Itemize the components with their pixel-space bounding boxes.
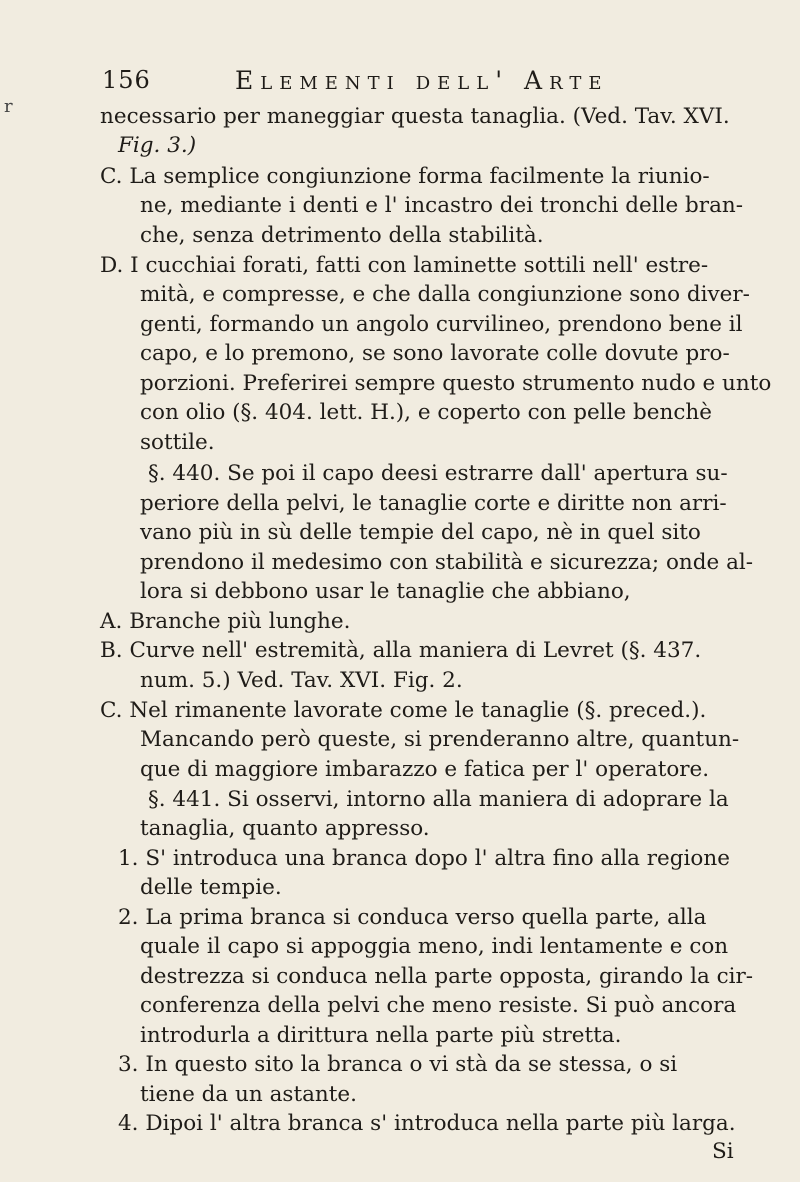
text-line: lora si debbono usar le tanaglie che abbiano, <box>140 579 631 604</box>
text-line: §. 440. Se poi il capo deesi estrarre dall' apertura su- <box>148 461 728 486</box>
text-line: destrezza si conduca nella parte opposta, girando la cir- <box>140 964 754 989</box>
text-line: genti, formando un angolo curvilineo, prendono bene il <box>140 312 743 337</box>
text-line: con olio (§. 404. lett. H.), e coperto con pelle benchè <box>140 400 712 425</box>
text-line: tiene da un astante. <box>140 1082 357 1107</box>
text-line: tanaglia, quanto appresso. <box>140 816 430 841</box>
page-header <box>100 62 750 98</box>
catchword: Si <box>712 1139 734 1164</box>
text-line: necessario per maneggiar questa tanaglia. (Ved. Tav. XVI. <box>100 104 730 129</box>
text-line: sottile. <box>140 430 215 455</box>
text-line: C. Nel rimanente lavorate come le tanaglie (§. preced.). <box>100 698 707 723</box>
text-line: vano più in sù delle tempie del capo, nè in quel sito <box>140 520 701 545</box>
text-line: prendono il medesimo con stabilità e sicurezza; onde al- <box>140 550 754 575</box>
text-line: B. Curve nell' estremità, alla maniera di Levret (§. 437. <box>100 638 702 663</box>
text-line: D. I cucchiai forati, fatti con laminette sottili nell' estre- <box>100 253 709 278</box>
text-line: conferenza della pelvi che meno resiste. Si può ancora <box>140 993 737 1018</box>
text-line: 3. In questo sito la branca o vi stà da se stessa, o si <box>118 1052 678 1077</box>
margin-mark: r <box>4 96 13 117</box>
text-line: ne, mediante i denti e l' incastro dei tronchi delle bran- <box>140 193 744 218</box>
page-number: 156 <box>102 66 151 94</box>
text-line: 1. S' introduca una branca dopo l' altra fino alla regione <box>118 846 730 871</box>
text-line: 4. Dipoi l' altra branca s' introduca nella parte più larga. <box>118 1111 736 1136</box>
text-line: che, senza detrimento della stabilità. <box>140 223 544 248</box>
text-line: mità, e compresse, e che dalla congiunzione sono diver- <box>140 282 750 307</box>
text-line: capo, e lo premono, se sono lavorate colle dovute pro- <box>140 341 730 366</box>
text-line: C. La semplice congiunzione forma facilmente la riunio- <box>100 164 710 189</box>
text-line: 2. La prima branca si conduca verso quella parte, alla <box>118 905 707 930</box>
text-line: que di maggiore imbarazzo e fatica per l' operatore. <box>140 757 710 782</box>
text-line: Mancando però queste, si prenderanno altre, quantun- <box>140 727 740 752</box>
text-line: A. Branche più lunghe. <box>100 609 351 634</box>
text-line: periore della pelvi, le tanaglie corte e diritte non arri- <box>140 491 727 516</box>
text-line: num. 5.) Ved. Tav. XVI. Fig. 2. <box>140 668 463 693</box>
text-line: quale il capo si appoggia meno, indi lentamente e con <box>140 934 729 959</box>
text-line: Fig. 3.) <box>118 133 197 158</box>
running-title: Elementi dell' Arte <box>235 66 609 95</box>
text-line: introdurla a dirittura nella parte più stretta. <box>140 1023 622 1048</box>
text-line: porzioni. Preferirei sempre questo strumento nudo e unto <box>140 371 772 396</box>
text-line: §. 441. Si osservi, intorno alla maniera di adoprare la <box>148 787 729 812</box>
text-line: delle tempie. <box>140 875 282 900</box>
